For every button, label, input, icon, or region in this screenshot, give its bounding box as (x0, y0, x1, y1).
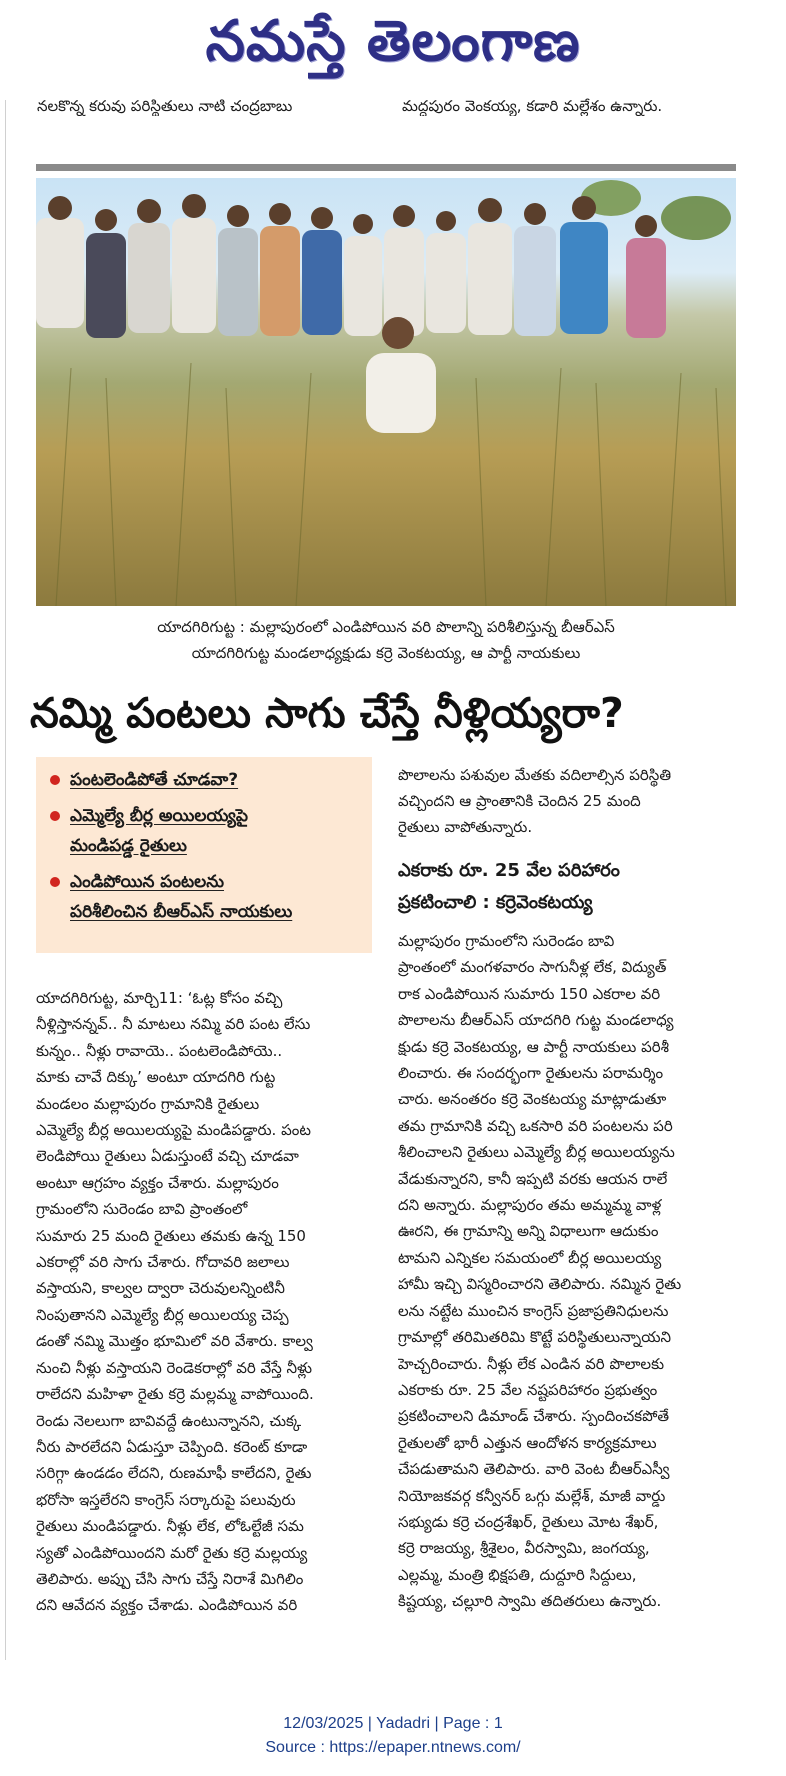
body-line: రెండు నెలలుగా బావివద్దే ఉంటున్నానని, చుక్క (36, 1411, 302, 1430)
body-line: నియోజకవర్గ కన్వీనర్ ఒగ్గు మల్లేశ్, మాజీ వార్డు (398, 1486, 666, 1505)
body-line: వచ్చిందని ఆ ప్రాంతానికి చెందిన 25 మంది (398, 792, 641, 810)
news-photo (36, 178, 736, 606)
body-line: లను నట్టేట ముంచిన కాంగ్రెస్ ప్రజాప్రతినిధులను (398, 1301, 669, 1320)
body-line: ఎమ్మెల్యే బీర్ల అయిలయ్యపై మండిపడ్డారు. పంట (36, 1121, 311, 1140)
bullet-icon (50, 775, 60, 785)
column-rule (5, 100, 6, 1660)
body-line: హెచ్చరించారు. నీళ్లు లేక ఎండిన వరి పొలాలకు (398, 1354, 665, 1373)
body-line: పొలాలను పశువుల మేతకు వదిలాల్సిన పరిస్థితి (398, 766, 672, 784)
previous-article-right-line: మద్దపురం వెంకయ్య, కడారి మల్లేశం ఉన్నారు. (402, 97, 663, 115)
previous-article-left-line: నలకొన్న కరువు పరిస్థితులు నాటి చంద్రబాబు (37, 97, 293, 115)
farmers-in-paddy-field-illustration (36, 178, 736, 606)
body-line: గ్రామంలోని సురెండం బావి ప్రాంతంలో (36, 1200, 248, 1219)
body-line: భరోసా ఇస్తలేరని కాంగ్రెస్ సర్కారుపై పలువురు (36, 1490, 296, 1509)
highlights-box (36, 757, 372, 953)
article-headline: నమ్మి పంటలు సాగు చేస్తే నీళ్లియ్యరా? (30, 689, 624, 737)
body-line: అంటూ ఆగ్రహం వ్యక్తం చేశారు. మల్లాపురం (36, 1173, 279, 1192)
subheading-line: ప్రకటించాలి : కర్రెవెంకటయ్య (398, 892, 593, 913)
section-divider-bar (36, 164, 736, 171)
body-line: నీరు పారలేదని ఏడుస్తూ చెప్పింది. కరెంట్ కూడా (36, 1437, 308, 1456)
highlight-text: మండిపడ్డ రైతులు (70, 836, 187, 856)
right-column-body (398, 928, 738, 1615)
subheading (398, 855, 738, 919)
masthead (0, 6, 786, 78)
highlight-item (46, 801, 362, 861)
body-line: ప్రకటించాలని డిమాండ్ చేశారు. స్పందించకపోతే (398, 1407, 670, 1426)
body-line: ఊరని, ఈ గ్రామాన్ని అన్ని విధాలుగా ఆదుకుం (398, 1222, 659, 1241)
body-line: టామని ఎన్నికల సమయంలో బీర్ల అయిలయ్య (398, 1248, 662, 1267)
caption-line: యాదగిరిగుట్ట : మల్లాపురంలో ఎండిపోయిన వరి పొలాన్ని పరిశీలిస్తున్న బీఆర్‌ఎస్ (157, 618, 615, 636)
photo-caption (36, 614, 736, 666)
page-footer (0, 1712, 786, 1760)
body-line: ఎకరాల్లో వరి సాగు చేశారు. గోదావరి జలాలు (36, 1253, 290, 1272)
body-line: రైతులు వాపోతున్నారు. (398, 818, 533, 836)
left-column-body (36, 985, 372, 1619)
body-line: డంతో నమ్మి మొత్తం భూమిలో వరి వేశారు. కాల్వ (36, 1332, 313, 1351)
body-line: సభ్యుడు కర్రె చంద్రశేఖర్, రైతులు మోట శేఖర్, (398, 1512, 659, 1531)
body-line: మల్లాపురం గ్రామంలోని సురెండం బావి (398, 932, 615, 950)
highlight-text: పంటలెండిపోతే చూడవా? (70, 770, 239, 790)
body-line: సరిగ్గా ఉండడం లేదని, రుణమాఫీ కాలేదని, రైతు (36, 1464, 312, 1483)
body-line: రైతులతో భారీ ఎత్తున ఆందోళన కార్యక్రమాలు (398, 1433, 657, 1452)
body-line: దని ఆవేదన వ్యక్తం చేశాడు. ఎండిపోయిన వరి (36, 1596, 298, 1615)
body-line: చారు. అనంతరం కర్రె వెంకటయ్య మాట్లాడుతూ (398, 1090, 667, 1109)
body-line: ఎల్లమ్మ, మంత్రి భిక్షపతి, దుద్దూరి సిద్దులు, (398, 1565, 637, 1584)
bullet-icon (50, 877, 60, 887)
newspaper-title: నమస్తే తెలంగాణ (205, 9, 581, 74)
body-line: రాక ఎండిపోయిన సుమారు 150 ఎకరాల వరి (398, 984, 661, 1003)
bullet-icon (50, 811, 60, 821)
subheading-line: ఎకరాకు రూ. 25 వేల పరిహారం (398, 860, 620, 881)
body-line: చేపడుతామని తెలిపారు. వారి వెంట బీఆర్‌ఎస్వీ (398, 1460, 670, 1479)
caption-line: యాదగిరిగుట్ట మండలాధ్యక్షుడు కర్రె వెంకటయ్య, ఆ పార్టీ నాయకులు (191, 644, 581, 662)
right-column-intro (398, 762, 738, 840)
body-line: లెండిపోయి రైతులు ఏడుస్తుంటే వచ్చి చూడవా (36, 1147, 299, 1166)
body-line: స్యతో ఎండిపోయిందని మరో రైతు కర్రె మల్లయ్య (36, 1543, 308, 1562)
body-line: హామీ ఇచ్చి విస్మరించారని తెలిపారు. నమ్మిన రైతు (398, 1275, 682, 1294)
body-line: ఎకరాకు రూ. 25 వేల నష్టపరిహారం ప్రభుత్వం (398, 1380, 658, 1399)
body-line: క్షుడు కర్రె వెంకటయ్య, ఆ పార్టీ నాయకులు పరిశీ (398, 1037, 669, 1056)
body-line: గ్రామాల్లో తరిమితరిమి కొట్టే పరిస్థితులున్నాయని (398, 1328, 672, 1347)
body-line: రైతులు మండిపడ్డారు. నీళ్లు లేక, లోఓల్టేజీ సమ (36, 1517, 304, 1536)
body-line: నింపుతానని ఎమ్మెల్యే బీర్ల అయిలయ్య చెప్ప (36, 1305, 289, 1324)
body-line: దని అన్నారు. మల్లాపురం తమ అమ్మమ్మ వాళ్ల (398, 1196, 662, 1215)
body-line: కున్నం.. నీళ్లు రావాయె.. పంటలెండిపోయె.. (36, 1041, 283, 1060)
body-line: వస్తాయని, కాల్వల ద్వారా చెరువులన్నింటినీ (36, 1279, 285, 1298)
body-line: తమ గ్రామానికి వచ్చి ఒకసారి వరి పంటలను పరి (398, 1116, 673, 1135)
body-line: వేడుకున్నారని, కానీ ఇప్పటి వరకు ఆయన రాలే (398, 1169, 668, 1188)
body-line: నీళ్లిస్తానన్నవ్.. నీ మాటలు నమ్మి వరి పంట లేసు (36, 1015, 311, 1034)
highlight-text: పరిశీలించిన బీఆర్‌ఎస్ నాయకులు (70, 902, 293, 922)
body-line: తెలిపారు. అప్పు చేసి సాగు చేస్తే నిరాశే మిగిలిం (36, 1569, 304, 1588)
body-line: యాదగిరిగుట్ట, మార్చి11: ‘ఓట్ల కోసం వచ్చి (36, 989, 283, 1007)
body-line: మాకు చావే దిక్కు’ అంటూ యాదగిరి గుట్ట (36, 1068, 276, 1087)
highlight-text: ఎండిపోయిన పంటలను (70, 872, 225, 892)
body-line: సుమారు 25 మంది రైతులు తమకు ఉన్న 150 (36, 1226, 306, 1245)
footer-date-line: 12/03/2025 | Yadadri | Page : 1 (283, 1715, 503, 1732)
body-line: శీలించాలని రైతులు ఎమ్మెల్యే బీర్ల అయిలయ్యను (398, 1143, 675, 1162)
body-line: కిష్టయ్య, చల్లూరి స్వామి తదితరులు ఉన్నారు. (398, 1592, 662, 1611)
highlight-item (46, 867, 362, 927)
body-line: కర్రె రాజయ్య, శ్రీశైలం, వీరస్వామి, జంగయ్య, (398, 1539, 650, 1558)
body-line: రాలేదని మహిళా రైతు కర్రె మల్లమ్మ వాపోయింది. (36, 1385, 314, 1404)
highlight-item (46, 765, 362, 795)
footer-source-link[interactable]: Source : https://epaper.ntnews.com/ (265, 1739, 521, 1756)
highlight-text: ఎమ్మెల్యే బీర్ల అయిలయ్యపై (70, 806, 248, 826)
body-line: నుంచి నీళ్లు వస్తాయని రెండెకరాల్లో వరి వేస్తే నీళ్లు (36, 1358, 312, 1377)
body-line: పొలాలను బీఆర్‌ఎస్ యాదగిరి గుట్ట మండలాధ్య (398, 1011, 674, 1030)
body-line: మండలం మల్లాపురం గ్రామానికి రైతులు (36, 1094, 260, 1113)
body-line: ప్రాంతంలో మంగళవారం సాగునీళ్ల లేక, విద్యుత్ (398, 958, 667, 977)
body-line: లించారు. ఈ సందర్భంగా రైతులను పరామర్శిం (398, 1064, 664, 1083)
